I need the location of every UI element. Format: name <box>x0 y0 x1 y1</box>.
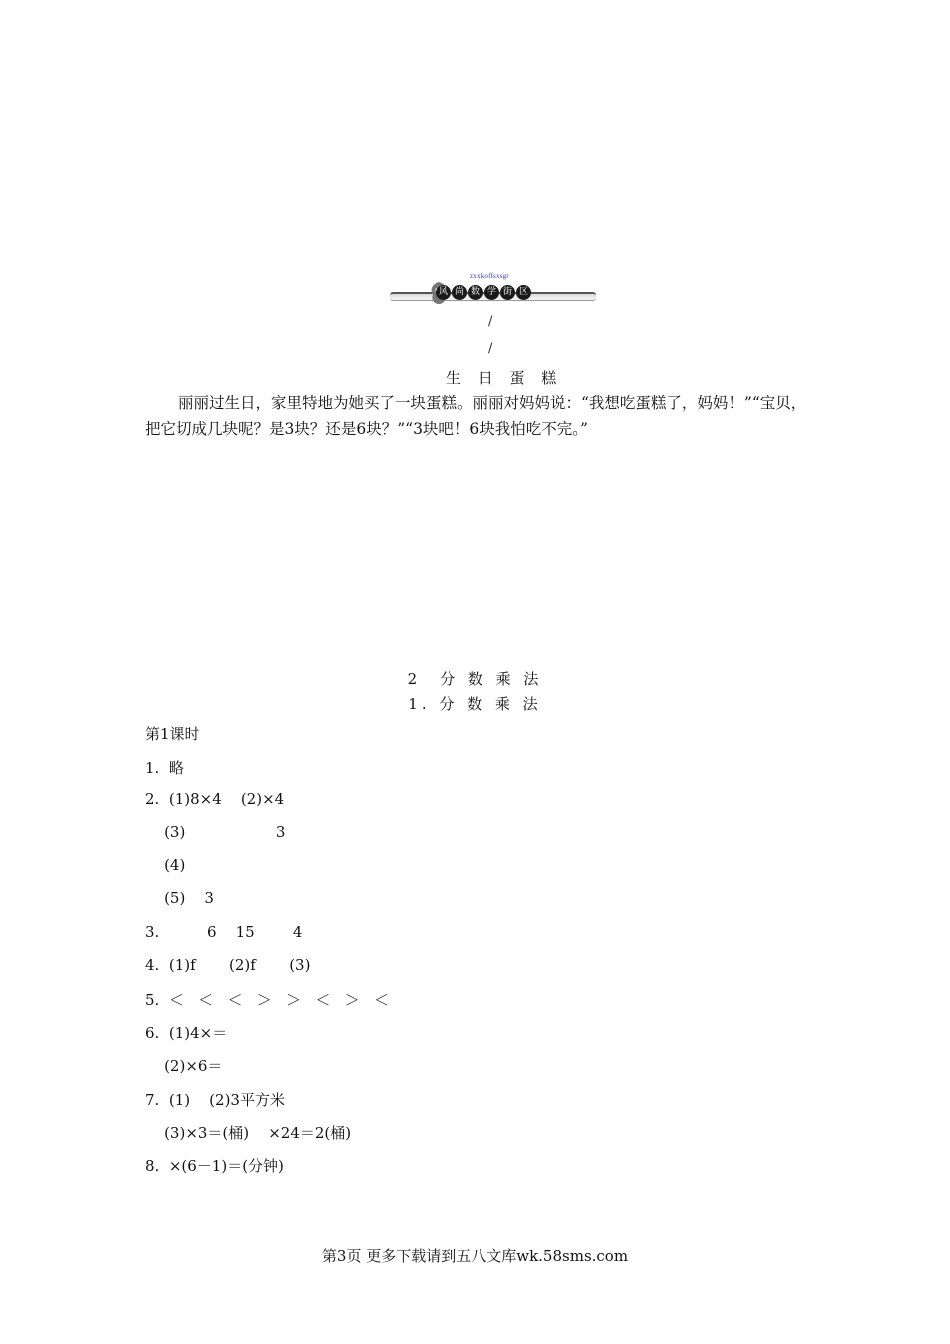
banner-logo <box>390 270 596 310</box>
banner-char: 风 <box>436 285 451 300</box>
answer-line: 4. (1)f (2)f (3) <box>145 956 311 974</box>
banner-url-text: zxxkoffsxsgr <box>470 272 509 280</box>
answer-line: (2)×6＝ <box>145 1057 223 1075</box>
answer-line: (3)×3＝(桶) ×24＝2(桶) <box>145 1124 352 1142</box>
banner-char: 尚 <box>452 285 467 300</box>
page-footer: 第3页 更多下载请到五八文库wk.58sms.com <box>321 1247 629 1265</box>
answer-line: 7. (1) (2)3平方米 <box>145 1091 285 1109</box>
answer-line: (5) 3 <box>145 889 214 907</box>
answer-line: 6. (1)4×＝ <box>145 1024 228 1042</box>
story-text: 丽丽过生日，家里特地为她买了一块蛋糕。丽丽对妈妈说：“我想吃蛋糕了，妈妈！”“宝贝，把它切成几块呢？是3块？还是6块？”“3块吧！6块我怕吃不完。” <box>145 394 807 438</box>
banner-char: 学 <box>484 285 499 300</box>
answer-line: 3. 6 15 4 <box>145 923 303 941</box>
answer-line: 8. ×(6－1)＝(分钟) <box>145 1157 284 1175</box>
answer-line: (3) 3 <box>145 823 286 841</box>
lesson-label: 第1课时 <box>145 725 200 743</box>
section-title: 1. 分 数 乘 法 <box>408 695 542 713</box>
banner-char: 街 <box>500 285 515 300</box>
answer-line: (4) <box>145 856 186 874</box>
answer-line: 1. 略 <box>145 759 184 777</box>
slash-mark: / <box>488 341 493 356</box>
story-title: 生 日 蛋 糕 <box>446 369 563 387</box>
answer-line: 5. ＜ ＜ ＜ ＞ ＞ ＜ ＞ ＜ <box>145 991 389 1009</box>
unit-title: 2 分 数 乘 法 <box>407 670 543 688</box>
answer-line: 2. (1)8×4 (2)×4 <box>145 790 285 808</box>
banner-chars <box>436 285 531 300</box>
banner-char: 区 <box>516 285 531 300</box>
banner-char: 数 <box>468 285 483 300</box>
story-paragraph <box>145 390 807 442</box>
slash-mark: / <box>488 314 493 329</box>
